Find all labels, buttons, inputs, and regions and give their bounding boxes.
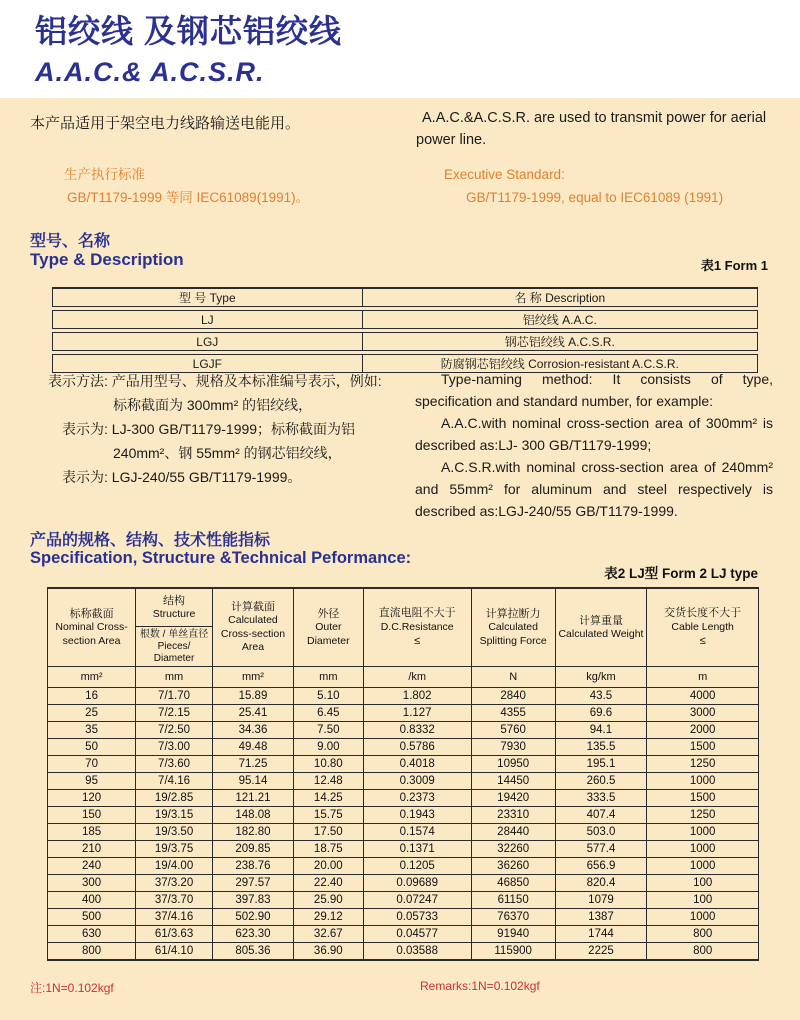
table-row bbox=[48, 926, 759, 943]
table-row bbox=[48, 824, 759, 841]
table-cell: 1250 bbox=[647, 807, 759, 824]
table-cell: 70 bbox=[48, 756, 136, 773]
usage-text-english: A.A.C.&A.C.S.R. are used to transmit power for aerial power line. bbox=[416, 110, 767, 148]
table-cell: 95 bbox=[48, 773, 136, 790]
table-cell: 7.50 bbox=[293, 722, 363, 739]
table-cell: 19420 bbox=[471, 790, 555, 807]
unit-cell: /km bbox=[363, 667, 471, 688]
structure-header-top bbox=[136, 589, 212, 627]
table-cell: 10950 bbox=[471, 756, 555, 773]
table-cell: 500 bbox=[48, 909, 136, 926]
executive-standard-value-chinese: GB/T1179-1999 等同 IEC61089(1991)。 bbox=[67, 190, 310, 205]
table-cell: 0.04577 bbox=[363, 926, 471, 943]
table-cell: 333.5 bbox=[555, 790, 647, 807]
table-cell: 577.4 bbox=[555, 841, 647, 858]
naming-paragraph: A.A.C.with nominal cross-section area of 300mm² is described as:LJ- 300 GB/T1179-1999; bbox=[415, 415, 773, 453]
footnote-chinese: 注:1N=0.102kgf bbox=[30, 981, 114, 995]
type-description-table bbox=[52, 284, 758, 376]
table-cell: 1000 bbox=[647, 858, 759, 875]
table-row bbox=[52, 332, 758, 351]
spec-header-row bbox=[48, 588, 759, 667]
table-row bbox=[48, 909, 759, 926]
table-cell: 46850 bbox=[471, 875, 555, 892]
header-text-cn: 结构 bbox=[163, 594, 186, 607]
table-cell: 61150 bbox=[471, 892, 555, 909]
table-cell: 36260 bbox=[471, 858, 555, 875]
table-cell: 10.80 bbox=[293, 756, 363, 773]
column-header-calculated-area bbox=[212, 588, 293, 667]
unit-cell: N bbox=[471, 667, 555, 688]
header-text-cn: 直流电阻不大于 bbox=[378, 607, 456, 620]
header-text-en: D.C.Resistance bbox=[380, 620, 454, 633]
section1-heading-chinese: 型号、名称 bbox=[30, 233, 111, 250]
header-text-en: Calculated Weight bbox=[558, 627, 644, 640]
table-cell: 7930 bbox=[471, 739, 555, 756]
table-cell: 0.1943 bbox=[363, 807, 471, 824]
table-row bbox=[48, 858, 759, 875]
table-cell: 防腐钢芯铝绞线 Corrosion-resistant A.C.S.R. bbox=[363, 354, 758, 373]
table-cell: 7/3.00 bbox=[136, 739, 213, 756]
column-header-splitting-force bbox=[471, 588, 555, 667]
table-cell: 1000 bbox=[647, 773, 759, 790]
description-column-header: 名 称 Description bbox=[363, 287, 758, 307]
table-row bbox=[48, 892, 759, 909]
table-cell: 3000 bbox=[647, 705, 759, 722]
table-cell: 0.3009 bbox=[363, 773, 471, 790]
table-cell: 1.127 bbox=[363, 705, 471, 722]
table-row bbox=[48, 722, 759, 739]
table-cell: 115900 bbox=[471, 943, 555, 961]
table-cell: 19/3.75 bbox=[136, 841, 213, 858]
table-cell: 0.07247 bbox=[363, 892, 471, 909]
table-cell: 210 bbox=[48, 841, 136, 858]
table-cell: 407.4 bbox=[555, 807, 647, 824]
naming-method-chinese bbox=[30, 369, 416, 489]
units-row bbox=[48, 667, 759, 688]
naming-line: 表示为: LGJ-240/55 GB/T1179-1999。 bbox=[62, 469, 302, 485]
page-title-english: A.A.C.& A.C.S.R. bbox=[35, 57, 265, 87]
specification-table bbox=[47, 587, 759, 961]
table-cell: 100 bbox=[647, 875, 759, 892]
table-cell: 37/3.20 bbox=[136, 875, 213, 892]
table-cell: 502.90 bbox=[212, 909, 293, 926]
table-cell: 9.00 bbox=[293, 739, 363, 756]
table-cell: 148.08 bbox=[212, 807, 293, 824]
table-row bbox=[48, 807, 759, 824]
column-header-weight bbox=[555, 588, 647, 667]
table-cell: 94.1 bbox=[555, 722, 647, 739]
table-cell: 260.5 bbox=[555, 773, 647, 790]
form1-label: 表1 Form 1 bbox=[700, 258, 768, 273]
table-cell: 37/4.16 bbox=[136, 909, 213, 926]
table-cell: 1000 bbox=[647, 841, 759, 858]
table-cell: 34.36 bbox=[212, 722, 293, 739]
table-header-row bbox=[52, 287, 758, 307]
table-cell: 91940 bbox=[471, 926, 555, 943]
table-cell: 800 bbox=[48, 943, 136, 961]
table-cell: 15.89 bbox=[212, 688, 293, 705]
header-text-en: Nominal Cross-section Area bbox=[55, 621, 128, 647]
naming-paragraph: A.C.S.R.with nominal cross-section area of 240mm² and 55mm² for aluminum and steel respectively is described as:LGJ-240/55 GB/T1179-1999. bbox=[415, 459, 773, 519]
table-cell: 32260 bbox=[471, 841, 555, 858]
table-cell: 20.00 bbox=[293, 858, 363, 875]
table-cell: 14.25 bbox=[293, 790, 363, 807]
table-cell: 150 bbox=[48, 807, 136, 824]
table-cell: 2840 bbox=[471, 688, 555, 705]
unit-cell: m bbox=[647, 667, 759, 688]
header-text-en: Structure bbox=[152, 607, 196, 620]
header-text-cn: 根数 / 单丝直径 bbox=[139, 628, 209, 640]
table-cell: 209.85 bbox=[212, 841, 293, 858]
table-cell: 28440 bbox=[471, 824, 555, 841]
table-cell: 76370 bbox=[471, 909, 555, 926]
table-cell: 19/3.50 bbox=[136, 824, 213, 841]
naming-line: 240mm²、钢 55mm² 的钢芯铝绞线， bbox=[113, 445, 342, 461]
table-cell: 1500 bbox=[647, 739, 759, 756]
table-cell: 0.09689 bbox=[363, 875, 471, 892]
table-cell: 铝绞线 A.A.C. bbox=[363, 310, 758, 329]
table-cell: 6.45 bbox=[293, 705, 363, 722]
column-header-structure bbox=[136, 588, 213, 667]
table-row bbox=[48, 688, 759, 705]
table-cell: 61/4.10 bbox=[136, 943, 213, 961]
executive-standard-label-chinese: 生产执行标准 bbox=[64, 167, 145, 182]
table-cell: 195.1 bbox=[555, 756, 647, 773]
table-cell: 1744 bbox=[555, 926, 647, 943]
table-cell: 1000 bbox=[647, 909, 759, 926]
table-cell: 121.21 bbox=[212, 790, 293, 807]
table-cell: 1.802 bbox=[363, 688, 471, 705]
table-row bbox=[48, 705, 759, 722]
unit-cell: mm bbox=[293, 667, 363, 688]
table-cell: 14450 bbox=[471, 773, 555, 790]
table-cell: 16 bbox=[48, 688, 136, 705]
header-text-cn: 标称截面 bbox=[69, 607, 114, 620]
table-cell: 240 bbox=[48, 858, 136, 875]
table-row bbox=[48, 943, 759, 961]
naming-method-english bbox=[415, 368, 773, 522]
table-cell: 29.12 bbox=[293, 909, 363, 926]
executive-standard-value-english: GB/T1179-1999, equal to IEC61089 (1991) bbox=[466, 190, 724, 205]
table-cell: 19/3.15 bbox=[136, 807, 213, 824]
table-row bbox=[48, 790, 759, 807]
section2-heading-chinese: 产品的规格、结构、技术性能指标 bbox=[30, 532, 271, 549]
unit-cell: mm bbox=[136, 667, 213, 688]
table-cell: 7/1.70 bbox=[136, 688, 213, 705]
header-text-en: Calculated Cross-section Area bbox=[220, 614, 286, 654]
table-cell: 钢芯铝绞线 A.C.S.R. bbox=[363, 332, 758, 351]
table-cell: 0.1574 bbox=[363, 824, 471, 841]
table-cell: 100 bbox=[647, 892, 759, 909]
less-equal-symbol: ≤ bbox=[699, 635, 706, 648]
table-row bbox=[52, 310, 758, 329]
table-cell: 1387 bbox=[555, 909, 647, 926]
page-title-chinese: 铝绞线 及钢芯铝绞线 bbox=[35, 13, 342, 49]
table-cell: 5.10 bbox=[293, 688, 363, 705]
table-cell: LJ bbox=[52, 310, 363, 329]
table-cell: 820.4 bbox=[555, 875, 647, 892]
unit-cell: mm² bbox=[48, 667, 136, 688]
table-cell: 0.5786 bbox=[363, 739, 471, 756]
table-cell: 22.40 bbox=[293, 875, 363, 892]
spec-table-body bbox=[48, 688, 759, 961]
table-cell: 15.75 bbox=[293, 807, 363, 824]
table-cell: LGJF bbox=[52, 354, 363, 373]
table-cell: 19/2.85 bbox=[136, 790, 213, 807]
table-cell: 1500 bbox=[647, 790, 759, 807]
table-cell: 7/3.60 bbox=[136, 756, 213, 773]
unit-cell: mm² bbox=[212, 667, 293, 688]
form2-label: 表2 LJ型 Form 2 LJ type bbox=[604, 566, 758, 581]
table-cell: 0.4018 bbox=[363, 756, 471, 773]
table-cell: 7/4.16 bbox=[136, 773, 213, 790]
table-cell: 0.05733 bbox=[363, 909, 471, 926]
table-cell: 71.25 bbox=[212, 756, 293, 773]
table-row bbox=[48, 756, 759, 773]
table-cell: 0.8332 bbox=[363, 722, 471, 739]
column-header-nominal-area bbox=[48, 588, 136, 667]
table-cell: 397.83 bbox=[212, 892, 293, 909]
header-text-cn: 计算截面 bbox=[230, 600, 275, 613]
table-cell: 1000 bbox=[647, 824, 759, 841]
table-cell: 800 bbox=[647, 926, 759, 943]
executive-standard-label-english: Executive Standard: bbox=[444, 167, 565, 182]
header-text-en: Cable Length bbox=[671, 620, 734, 633]
naming-line: 表示为: LJ-300 GB/T1179-1999；标称截面为铝 bbox=[62, 421, 356, 437]
table-cell: 1250 bbox=[647, 756, 759, 773]
unit-cell: kg/km bbox=[555, 667, 647, 688]
table-cell: 18.75 bbox=[293, 841, 363, 858]
table-cell: 95.14 bbox=[212, 773, 293, 790]
table-cell: 17.50 bbox=[293, 824, 363, 841]
table-cell: 37/3.70 bbox=[136, 892, 213, 909]
naming-line: 标称截面为 300mm² 的铝绞线， bbox=[113, 397, 313, 413]
header-text-en: Calculated Splitting Force bbox=[479, 621, 547, 647]
table-cell: 69.6 bbox=[555, 705, 647, 722]
table-cell: 19/4.00 bbox=[136, 858, 213, 875]
section2-heading-english: Specification, Structure &Technical Peformance: bbox=[30, 549, 412, 567]
table-cell: 25.90 bbox=[293, 892, 363, 909]
table-cell: 656.9 bbox=[555, 858, 647, 875]
less-equal-symbol: ≤ bbox=[414, 635, 421, 648]
table-cell: 32.67 bbox=[293, 926, 363, 943]
table-row bbox=[48, 875, 759, 892]
table-cell: 2225 bbox=[555, 943, 647, 961]
table-cell: 120 bbox=[48, 790, 136, 807]
table-cell: 800 bbox=[647, 943, 759, 961]
table-cell: 238.76 bbox=[212, 858, 293, 875]
table-cell: 5760 bbox=[471, 722, 555, 739]
table-cell: 0.2373 bbox=[363, 790, 471, 807]
table-cell: 300 bbox=[48, 875, 136, 892]
naming-paragraph: Type-naming method: It consists of type, specification and standard number, for example: bbox=[415, 371, 773, 409]
naming-line: 表示方法: 产品用型号、规格及本标准编号表示，例如: bbox=[48, 373, 382, 389]
type-column-header: 型 号 Type bbox=[52, 287, 363, 307]
table-cell: 4000 bbox=[647, 688, 759, 705]
table-cell: 61/3.63 bbox=[136, 926, 213, 943]
table-cell: 7/2.50 bbox=[136, 722, 213, 739]
table-cell: 1079 bbox=[555, 892, 647, 909]
table-cell: 0.1371 bbox=[363, 841, 471, 858]
table-cell: 0.1205 bbox=[363, 858, 471, 875]
table-cell: 400 bbox=[48, 892, 136, 909]
header-text-cn: 计算重量 bbox=[578, 614, 623, 627]
table-cell: 49.48 bbox=[212, 739, 293, 756]
header-band bbox=[0, 0, 800, 98]
table-cell: 25 bbox=[48, 705, 136, 722]
table-cell: LGJ bbox=[52, 332, 363, 351]
column-header-cable-length bbox=[647, 588, 759, 667]
table-cell: 12.48 bbox=[293, 773, 363, 790]
structure-header-bottom bbox=[136, 627, 212, 666]
table-cell: 0.03588 bbox=[363, 943, 471, 961]
header-text-cn: 交货长度不大于 bbox=[664, 607, 742, 620]
table-cell: 7/2.15 bbox=[136, 705, 213, 722]
table-cell: 297.57 bbox=[212, 875, 293, 892]
header-text-cn: 计算拉断力 bbox=[485, 607, 541, 620]
table-cell: 23310 bbox=[471, 807, 555, 824]
section1-heading-english: Type & Description bbox=[30, 250, 184, 269]
column-header-dc-resistance bbox=[363, 588, 471, 667]
header-text-en: Outer Diameter bbox=[307, 621, 350, 647]
usage-text-chinese: 本产品适用于架空电力线路输送电能用。 bbox=[30, 115, 301, 132]
table-cell: 185 bbox=[48, 824, 136, 841]
column-header-outer-diameter bbox=[293, 588, 363, 667]
table-cell: 623.30 bbox=[212, 926, 293, 943]
table-cell: 43.5 bbox=[555, 688, 647, 705]
table-cell: 135.5 bbox=[555, 739, 647, 756]
table-cell: 805.36 bbox=[212, 943, 293, 961]
table-row bbox=[48, 739, 759, 756]
table-cell: 25.41 bbox=[212, 705, 293, 722]
table-cell: 4355 bbox=[471, 705, 555, 722]
header-text-cn: 外径 bbox=[317, 607, 340, 620]
table-cell: 503.0 bbox=[555, 824, 647, 841]
table-cell: 36.90 bbox=[293, 943, 363, 961]
table-cell: 630 bbox=[48, 926, 136, 943]
header-text-en: Pieces/ Diameter bbox=[153, 640, 195, 664]
table-row bbox=[48, 773, 759, 790]
table-cell: 182.80 bbox=[212, 824, 293, 841]
table-cell: 35 bbox=[48, 722, 136, 739]
table-row bbox=[48, 841, 759, 858]
footnote-english: Remarks:1N=0.102kgf bbox=[420, 979, 540, 993]
table-cell: 50 bbox=[48, 739, 136, 756]
table-cell: 2000 bbox=[647, 722, 759, 739]
